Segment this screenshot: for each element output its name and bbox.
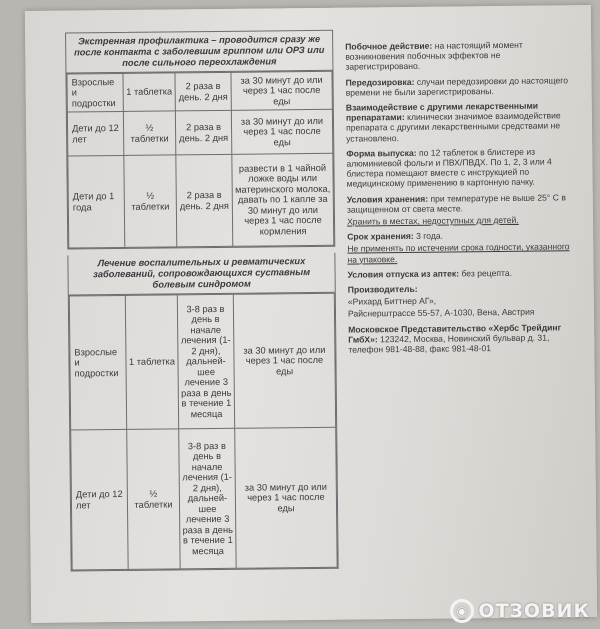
table-cell: 2 раза в день. 2 дня bbox=[175, 72, 231, 111]
table-cell: 2 раза в день. 2 дня bbox=[176, 154, 233, 247]
table-cell: развести в 1 чайной ложке воды или материнского молока, давать по 1 капле за 30 минут до или через 1 час после кормления bbox=[232, 153, 334, 246]
otzovik-watermark bbox=[450, 599, 590, 623]
treatment-section bbox=[67, 253, 338, 572]
table-cell: Дети до 12 лет bbox=[67, 111, 123, 156]
table-cell: за 30 минут до или через 1 час после еды bbox=[231, 71, 332, 110]
table-cell: Дети до 1 года bbox=[68, 155, 125, 248]
storage-paragraph: Условия хранения: при температуре не выше 25° С в защищенном от света месте. bbox=[346, 191, 566, 215]
side-effects-paragraph: Побочное действие: на настоящий момент возникновения побочных эффектов не зарегистрировано. bbox=[345, 39, 523, 73]
storage-note: Хранить в местах, недоступных для детей. bbox=[346, 214, 519, 227]
table-cell: 3-8 раз в день в начале лечения (1-2 дня), дальней-шее лечение 3 раза в день в течение 1 месяца bbox=[177, 294, 234, 429]
dosage-tables bbox=[65, 30, 339, 572]
otzovik-logo-icon: ◉ bbox=[450, 599, 474, 623]
info-column bbox=[345, 39, 573, 360]
treatment-table bbox=[69, 293, 338, 571]
table-cell: за 30 минут до или через 1 час после еды bbox=[235, 427, 337, 568]
watermark-text: ОТЗОВИК bbox=[478, 600, 590, 622]
table-cell: за 30 минут до или через 1 час после еды bbox=[233, 293, 335, 428]
table-row bbox=[67, 71, 332, 112]
maker-label: Производитель: bbox=[347, 283, 418, 295]
prophylaxis-title: Экстренная профилактика – проводится сразу же после контакта с заболевшим гриппом или ОРЗ или после сильного переохлаждения bbox=[66, 31, 332, 74]
shelf-paragraph: Срок хранения: 3 года. bbox=[347, 230, 444, 242]
table-cell: 2 раза в день. 2 дня bbox=[175, 110, 231, 155]
table-row bbox=[68, 153, 334, 248]
overdose-paragraph: Передозировка: случаи передозировки до настоящего времени не были зарегистрированы. bbox=[345, 74, 568, 98]
interaction-paragraph: Взаимодействие с другими лекарственными препаратами: клинически значимое взаимодействие препарата с другими лекарственными средствами не установлено. bbox=[345, 100, 561, 144]
table-cell: Дети до 12 лет bbox=[71, 429, 128, 570]
table-cell: 1 таблетка bbox=[125, 295, 178, 430]
table-cell: ½ таблетки bbox=[124, 155, 177, 248]
form-paragraph: Форма выпуска: по 12 таблеток в блистере из алюминиевой фольги и ПВХ/ПВДХ. По 1, 2, 3 или 4 блистера помещают вместе с инструкцией по медицинскому применению в картонную пачку. bbox=[346, 146, 552, 190]
table-cell: ½ таблетки bbox=[123, 111, 175, 156]
representative-paragraph: Московское Представительство «Хербс Трейдинг ГмбХ»: 123242, Москва, Новинский бульвар д. 31, телефон 981-48-88, факс 981-48-01 bbox=[348, 322, 562, 355]
prophylaxis-section bbox=[65, 30, 335, 250]
table-cell: ½ таблетки bbox=[127, 429, 180, 570]
prophylaxis-table bbox=[66, 71, 334, 249]
maker-name: «Рихард Биттнер АГ», bbox=[347, 295, 437, 307]
maker-address: Райснерштрассе 55-57, А-1030, Вена, Австрия bbox=[347, 307, 535, 320]
table-cell: 3-8 раз в день в начале лечения (1-2 дня), дальней-шее лечение 3 раза в день в течение 1 месяца bbox=[179, 428, 236, 569]
table-cell: Взрослые и подростки bbox=[67, 73, 123, 112]
table-cell: 1 таблетка bbox=[123, 73, 175, 112]
table-cell: за 30 минут до или через 1 час после еды bbox=[231, 109, 332, 154]
dispense-paragraph: Условия отпуска из аптек: без рецепта. bbox=[347, 267, 513, 280]
treatment-title: Лечение воспалительных и ревматических заболеваний, сопровождающихся суставным болевым синдромом bbox=[68, 253, 334, 296]
table-row bbox=[69, 293, 335, 430]
table-cell: Взрослые и подростки bbox=[69, 295, 126, 430]
table-row bbox=[71, 427, 337, 570]
instruction-leaflet bbox=[25, 5, 597, 623]
shelf-note: Не применять по истечении срока годности, указанного на упаковке. bbox=[347, 241, 570, 265]
table-row bbox=[67, 109, 332, 156]
